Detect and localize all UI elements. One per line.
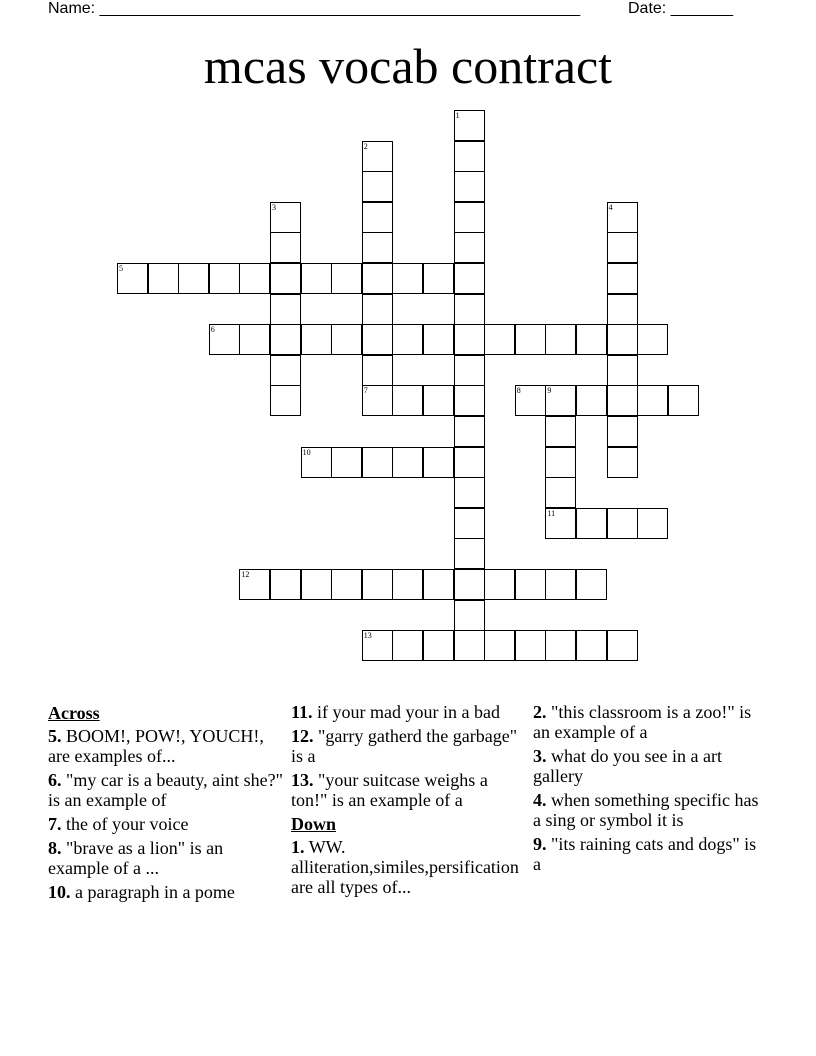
crossword-cell[interactable] — [515, 324, 546, 355]
crossword-cell[interactable] — [362, 385, 393, 416]
crossword-cell[interactable] — [607, 355, 638, 386]
crossword-cell[interactable] — [484, 569, 515, 600]
crossword-cell[interactable] — [637, 385, 668, 416]
cell-number: 5 — [119, 264, 123, 273]
clue-item — [533, 834, 763, 874]
crossword-cell[interactable] — [454, 294, 485, 325]
clue-number: 2. — [533, 702, 547, 722]
clue-text-line: are all types of... — [291, 877, 411, 897]
clue-number: 7. — [48, 814, 62, 834]
crossword-cell[interactable] — [331, 569, 362, 600]
crossword-cell[interactable] — [454, 355, 485, 386]
clue-item — [533, 746, 763, 786]
crossword-cell[interactable] — [515, 630, 546, 661]
crossword-cell[interactable] — [545, 630, 576, 661]
clue-item — [48, 882, 284, 902]
crossword-cell[interactable] — [423, 447, 454, 478]
crossword-cell[interactable] — [454, 324, 485, 355]
crossword-cell[interactable] — [454, 538, 485, 569]
crossword-cell[interactable] — [239, 569, 270, 600]
clue-text: "my car is a beauty, aint she?" is an example of — [48, 770, 283, 810]
crossword-cell[interactable] — [515, 385, 546, 416]
crossword-cell[interactable] — [392, 630, 423, 661]
crossword-cell[interactable] — [545, 508, 576, 539]
crossword-cell[interactable] — [576, 324, 607, 355]
down-heading: Down — [291, 814, 337, 834]
crossword-cell[interactable] — [545, 569, 576, 600]
crossword-cell[interactable] — [270, 385, 301, 416]
clue-item — [48, 726, 284, 766]
clue-text: BOOM!, POW!, YOUCH!, are examples of... — [48, 726, 264, 766]
clue-number: 11. — [291, 702, 313, 722]
clue-number: 13. — [291, 770, 314, 790]
crossword-cell[interactable] — [545, 477, 576, 508]
crossword-cell[interactable] — [362, 171, 393, 202]
crossword-cell[interactable] — [239, 324, 270, 355]
cell-number: 6 — [210, 325, 215, 335]
crossword-cell[interactable] — [576, 630, 607, 661]
crossword-cell[interactable] — [484, 630, 515, 661]
crossword-cell[interactable] — [576, 385, 607, 416]
crossword-cell[interactable] — [545, 385, 576, 416]
name-field-label[interactable]: Name: ______________________________________________________ — [48, 0, 581, 17]
cell-number: 10 — [302, 447, 311, 457]
crossword-cell[interactable] — [362, 202, 393, 233]
clue-column-2 — [291, 702, 527, 901]
crossword-cell[interactable] — [362, 232, 393, 263]
down-clue-list — [533, 702, 763, 874]
clue-item — [291, 770, 527, 810]
crossword-cell[interactable] — [454, 416, 485, 447]
clue-number: 12. — [291, 726, 314, 746]
crossword-cell[interactable] — [607, 324, 638, 355]
clue-text: WW. — [308, 837, 346, 857]
crossword-cell[interactable] — [454, 171, 485, 202]
clue-item — [48, 838, 284, 878]
crossword-cell[interactable] — [362, 355, 393, 386]
crossword-cell[interactable] — [392, 569, 423, 600]
crossword-cell[interactable] — [331, 263, 362, 294]
crossword-cell[interactable] — [331, 324, 362, 355]
crossword-cell[interactable] — [637, 508, 668, 539]
clue-number: 10. — [48, 882, 71, 902]
clue-number: 6. — [48, 770, 62, 790]
clue-text: "this classroom is a zoo!" is an example of a — [533, 702, 752, 742]
crossword-cell[interactable] — [270, 569, 301, 600]
crossword-cell[interactable] — [423, 630, 454, 661]
crossword-cell[interactable] — [576, 508, 607, 539]
crossword-cell[interactable] — [454, 263, 485, 294]
crossword-cell[interactable] — [362, 447, 393, 478]
crossword-cell[interactable] — [362, 569, 393, 600]
crossword-cell[interactable] — [454, 630, 485, 661]
crossword-cell[interactable] — [392, 263, 423, 294]
crossword-cell[interactable] — [423, 263, 454, 294]
clue-text: when something specific has a sing or symbol it is — [533, 790, 759, 830]
cell-number: 4 — [608, 202, 613, 212]
crossword-cell[interactable] — [607, 294, 638, 325]
crossword-cell[interactable] — [423, 385, 454, 416]
clue-text: "your suitcase weighs a ton!" is an example of a — [291, 770, 488, 810]
page-title: mcas vocab contract — [203, 38, 613, 94]
clue-number: 1. — [291, 837, 305, 857]
clue-text: the of your voice — [66, 814, 189, 834]
cell-number: 9 — [547, 386, 552, 396]
crossword-cell[interactable] — [239, 263, 270, 294]
clue-item — [533, 702, 763, 742]
crossword-cell[interactable] — [454, 600, 485, 631]
cell-number: 3 — [272, 202, 276, 212]
across-heading: Across — [48, 703, 100, 723]
clue-text: a paragraph in a pome — [75, 882, 235, 902]
across-clue-list — [48, 726, 284, 902]
crossword-cell[interactable] — [362, 294, 393, 325]
clue-text: "its raining cats and dogs" is a — [533, 834, 757, 874]
crossword-cell[interactable] — [301, 263, 332, 294]
crossword-cell[interactable] — [454, 508, 485, 539]
cell-number: 7 — [363, 386, 368, 396]
crossword-cell[interactable] — [362, 141, 393, 172]
cell-number: 2 — [363, 141, 368, 151]
date-field-label[interactable]: Date: _______ — [628, 0, 733, 17]
crossword-cell[interactable] — [362, 263, 393, 294]
clue-column-3 — [533, 702, 763, 878]
crossword-cell[interactable] — [392, 324, 423, 355]
crossword-cell[interactable] — [607, 202, 638, 233]
cell-number: 12 — [241, 570, 250, 579]
across-clue-list-continued — [291, 702, 527, 810]
cell-number: 11 — [547, 508, 556, 518]
crossword-cell[interactable] — [607, 630, 638, 661]
crossword-cell[interactable] — [270, 294, 301, 325]
crossword-cell[interactable] — [362, 630, 393, 661]
crossword-cell[interactable] — [270, 324, 301, 355]
crossword-cell[interactable] — [637, 324, 668, 355]
crossword-cell[interactable] — [270, 263, 301, 294]
clue-column-1 — [48, 702, 284, 906]
crossword-cell[interactable] — [607, 385, 638, 416]
cell-number: 13 — [363, 631, 372, 641]
clue-number: 9. — [533, 834, 547, 854]
clue-item — [291, 726, 527, 766]
crossword-cell[interactable] — [607, 447, 638, 478]
crossword-cell[interactable] — [270, 232, 301, 263]
clue-text: "brave as a lion" is an example of a ... — [48, 838, 224, 878]
clue-item — [533, 790, 763, 830]
crossword-cell[interactable] — [301, 324, 332, 355]
crossword-cell[interactable] — [668, 385, 699, 416]
clue-text: "garry gatherd the garbage" is a — [291, 726, 518, 766]
crossword-cell[interactable] — [209, 263, 240, 294]
crossword-cell[interactable] — [178, 263, 209, 294]
crossword-cell[interactable] — [454, 141, 485, 172]
crossword-cell[interactable] — [148, 263, 179, 294]
crossword-cell[interactable] — [576, 569, 607, 600]
crossword-cell[interactable] — [301, 569, 332, 600]
crossword-cell[interactable] — [454, 477, 485, 508]
crossword-cell[interactable] — [117, 263, 148, 294]
crossword-cell[interactable] — [454, 202, 485, 233]
clue-item — [48, 814, 284, 834]
clue-number: 8. — [48, 838, 62, 858]
crossword-cell[interactable] — [454, 385, 485, 416]
crossword-cell[interactable] — [331, 447, 362, 478]
crossword-cell[interactable] — [607, 232, 638, 263]
crossword-cell[interactable] — [545, 447, 576, 478]
crossword-cell[interactable] — [545, 416, 576, 447]
cell-number: 1 — [455, 111, 460, 120]
clue-item — [291, 702, 527, 722]
crossword-cell[interactable] — [484, 324, 515, 355]
clue-item — [48, 770, 284, 810]
crossword-cell[interactable] — [209, 324, 240, 355]
crossword-cell[interactable] — [270, 355, 301, 386]
cell-number: 8 — [516, 386, 521, 396]
crossword-cell[interactable] — [454, 110, 485, 141]
clue-number: 4. — [533, 790, 547, 810]
crossword-cell[interactable] — [607, 508, 638, 539]
crossword-cell[interactable] — [423, 324, 454, 355]
crossword-cell[interactable] — [515, 569, 546, 600]
crossword-cell[interactable] — [454, 569, 485, 600]
clue-text-line: alliteration,similes,persification — [291, 857, 519, 877]
crossword-cell[interactable] — [454, 232, 485, 263]
crossword-cell[interactable] — [270, 202, 301, 233]
clue-number: 5. — [48, 726, 62, 746]
crossword-cell[interactable] — [392, 385, 423, 416]
crossword-cell[interactable] — [545, 324, 576, 355]
crossword-cell[interactable] — [301, 447, 332, 478]
crossword-cell[interactable] — [607, 263, 638, 294]
crossword-cell[interactable] — [362, 324, 393, 355]
crossword-cell[interactable] — [454, 447, 485, 478]
crossword-cell[interactable] — [607, 416, 638, 447]
crossword-cell[interactable] — [423, 569, 454, 600]
clue-text: what do you see in a art gallery — [533, 746, 722, 786]
clue-number: 3. — [533, 746, 547, 766]
clue-text: if your mad your in a bad — [317, 702, 500, 722]
down-clue-1 — [291, 837, 527, 897]
crossword-cell[interactable] — [392, 447, 423, 478]
